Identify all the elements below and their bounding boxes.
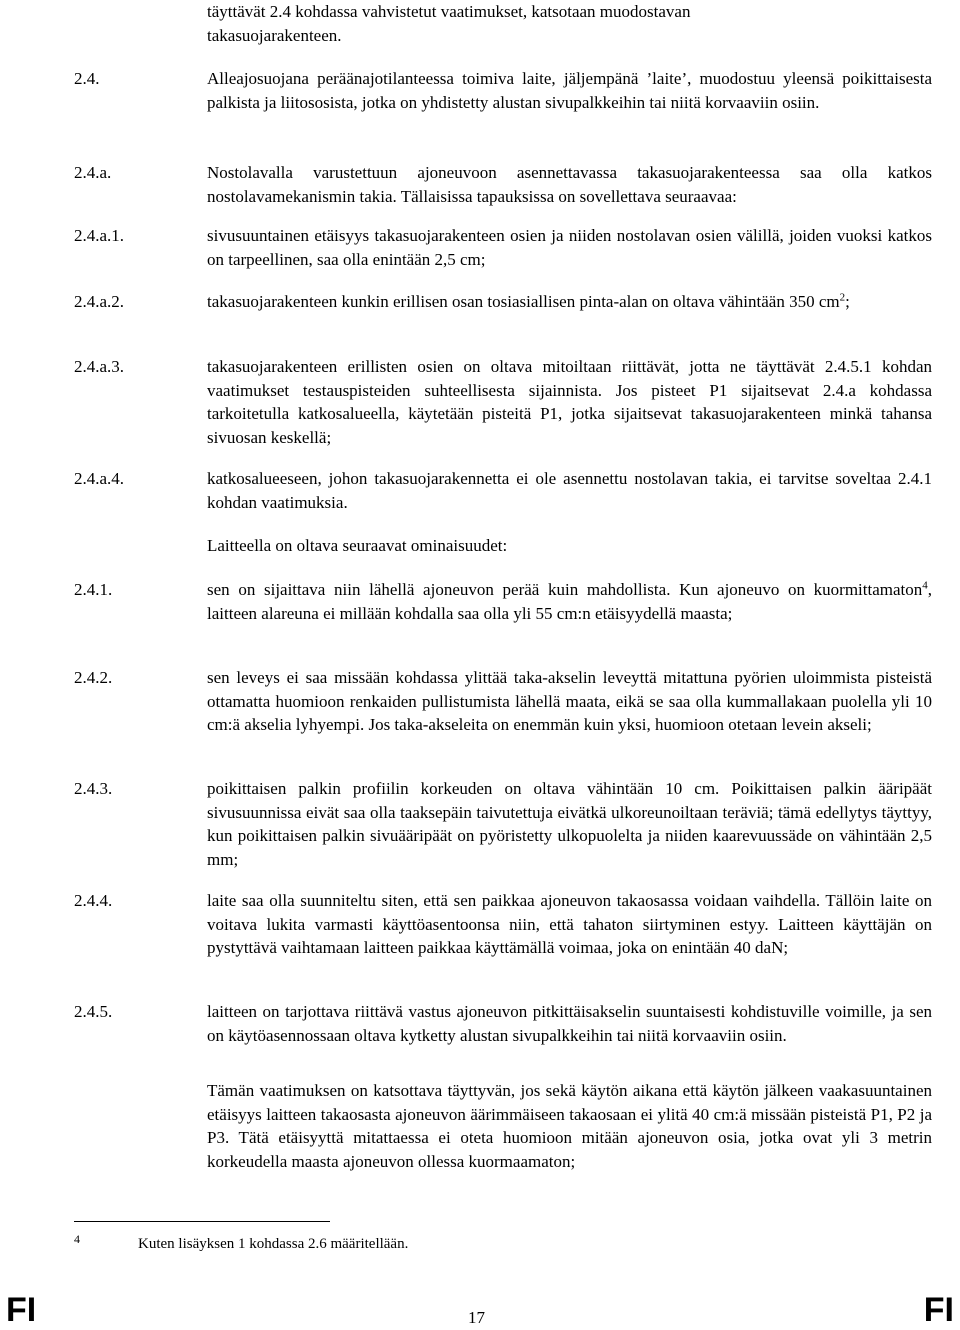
page-number: 17 bbox=[468, 1308, 485, 1327]
language-mark-right: FI bbox=[923, 1291, 954, 1329]
intro-line-2: takasuojarakenteen. bbox=[207, 25, 342, 45]
section-text: katkosalueeseen, johon takasuojarakennetta ei ole asennettu nostolavan takia, ei tarvitse soveltaa 2.4.1 kohdan vaatimuksia. bbox=[207, 469, 932, 512]
section-number: 2.4.3. bbox=[74, 779, 113, 798]
footnote-ref: 4 bbox=[922, 579, 928, 592]
section-text: sen on sijaittava niin lähellä ajoneuvon perää kuin mahdollista. Kun ajoneuvo on kuormittamaton$^4$, laitteen alareuna ei millään kohdalla saa olla yli 55 cm:n etäisyydellä maasta; bbox=[207, 579, 932, 623]
section-text: sivusuuntainen etäisyys takasuojarakenteen osien ja niiden nostolavan osien välillä, joiden vuoksi katkos on tarpeellinen, saa olla enintään 2,5 cm; bbox=[207, 226, 932, 269]
intro-line-1: täyttävät 2.4 kohdassa vahvistetut vaatimukset, katsotaan muodostavan bbox=[207, 2, 691, 21]
section-number: 2.4.a.4. bbox=[74, 469, 125, 488]
section-number: 2.4.2. bbox=[74, 668, 113, 687]
section-number: 2.4.a. bbox=[74, 163, 112, 182]
footnote-divider bbox=[74, 1221, 330, 1222]
section-text: poikittaisen palkin profiilin korkeuden on oltava vähintään 10 cm. Poikittaisen palkin ääripäät sivusuunnissa eivät saa olla taaksepäin taivutettuja eivätkä ulkoreunoiltaan teräviä; tämä edellytys täyttyy, kun poikittaisen palkin sivuääripäät on pyöristetty ulkopuolelta ja niiden kaarevuussäde on vähintään 2,5 mm; bbox=[207, 779, 932, 869]
section-number: 2.4. bbox=[74, 69, 100, 88]
section-text: laitteen on tarjottava riittävä vastus ajoneuvon pitkittäisakselin suuntaisesti kohdistuville voimille, ja sen on käytöasennossaan oltava kytketty alustan sivupalkkeihin tai niitä korvaaviin osiin. bbox=[207, 1002, 932, 1045]
section-text: takasuojarakenteen kunkin erillisen osan tosiasiallisen pinta-alan on oltava vähintään 350 $cm^2$; bbox=[207, 291, 850, 311]
section-number: 2.4.5. bbox=[74, 1002, 113, 1021]
section-number: 2.4.a.3. bbox=[74, 357, 125, 376]
section-text: takasuojarakenteen erillisten osien on oltava mitoiltaan riittävät, jotta ne täyttävät 2.4.5.1 kohdan vaatimukset testauspisteiden suhteellisesta sijainnista. Jos pisteet P1 sijaitsevat 2.4.a kohdassa tarkoitetulla katkosalueella, käytetään pisteitä P1, jotka sijaitsevat takasuojarakenteen minkä tahansa sivuosan keskellä; bbox=[207, 357, 932, 447]
section-number: 2.4.1. bbox=[74, 580, 113, 599]
superscript: 2 bbox=[839, 291, 846, 304]
section-number: 2.4.4. bbox=[74, 891, 113, 910]
paragraph-text: Laitteella on oltava seuraavat ominaisuudet: bbox=[207, 536, 508, 555]
section-text: laite saa olla suunniteltu siten, että sen paikkaa ajoneuvon takaosassa voidaan vaihdella. Tällöin laite on voitava lukita varmasti käyttöasentoonsa niin, että tahaton siirtyminen estyy. Laitteen käyttäjän on pystyttävä vaihtamaan laitteen paikkaa käyttämällä voimaa, joka on enintään 40 daN; bbox=[207, 891, 932, 957]
section-text: sen leveys ei saa missään kohdassa ylittää taka-akselin leveyttä mitattuna pyörien uloimmista pisteistä ottamatta huomioon renkaiden pullistumista lähellä maata, eikä se saa olla kummallakaan puolella yli 10 cm:ä akselia lyhyempi. Jos taka-akseleita on enemmän kuin yksi, huomioon otetaan levein akseli; bbox=[207, 668, 932, 734]
footnote-number: 4 bbox=[74, 1232, 80, 1246]
paragraph-text: Tämän vaatimuksen on katsottava täyttyvän, jos sekä käytön aikana että käytön jälkeen vaakasuuntainen etäisyys laitteen takaosasta ajoneuvon äärimmäiseen takaosaan ei ylitä 40 cm:ä missään pisteistä P1, P2 ja P3. Tätä etäisyyttä mitattaessa ei oteta huomioon mitään ajoneuvon osia, jotka ovat yli 3 metrin korkeudella maasta ajoneuvon ollessa kuormaamaton; bbox=[207, 1081, 932, 1171]
section-number: 2.4.a.1. bbox=[74, 226, 125, 245]
language-mark-left: FI bbox=[6, 1291, 37, 1329]
section-number: 2.4.a.2. bbox=[74, 292, 125, 311]
section-text: Nostolavalla varustettuun ajoneuvoon asennettavassa takasuojarakenteessa saa olla katkos nostolavamekanismin takia. Tällaisissa tapauksissa on sovellettava seuraavaa: bbox=[207, 163, 932, 206]
footnote-text: Kuten lisäyksen 1 kohdassa 2.6 määritellään. bbox=[138, 1236, 409, 1252]
section-text: Alleajosuojana peräänajotilanteessa toimiva laite, jäljempänä ’laite’, muodostuu yleensä poikittaisesta palkista ja liitososista, jotka on yhdistetty alustan sivupalkkeihin tai niitä korvaaviin osiin. bbox=[207, 69, 932, 112]
